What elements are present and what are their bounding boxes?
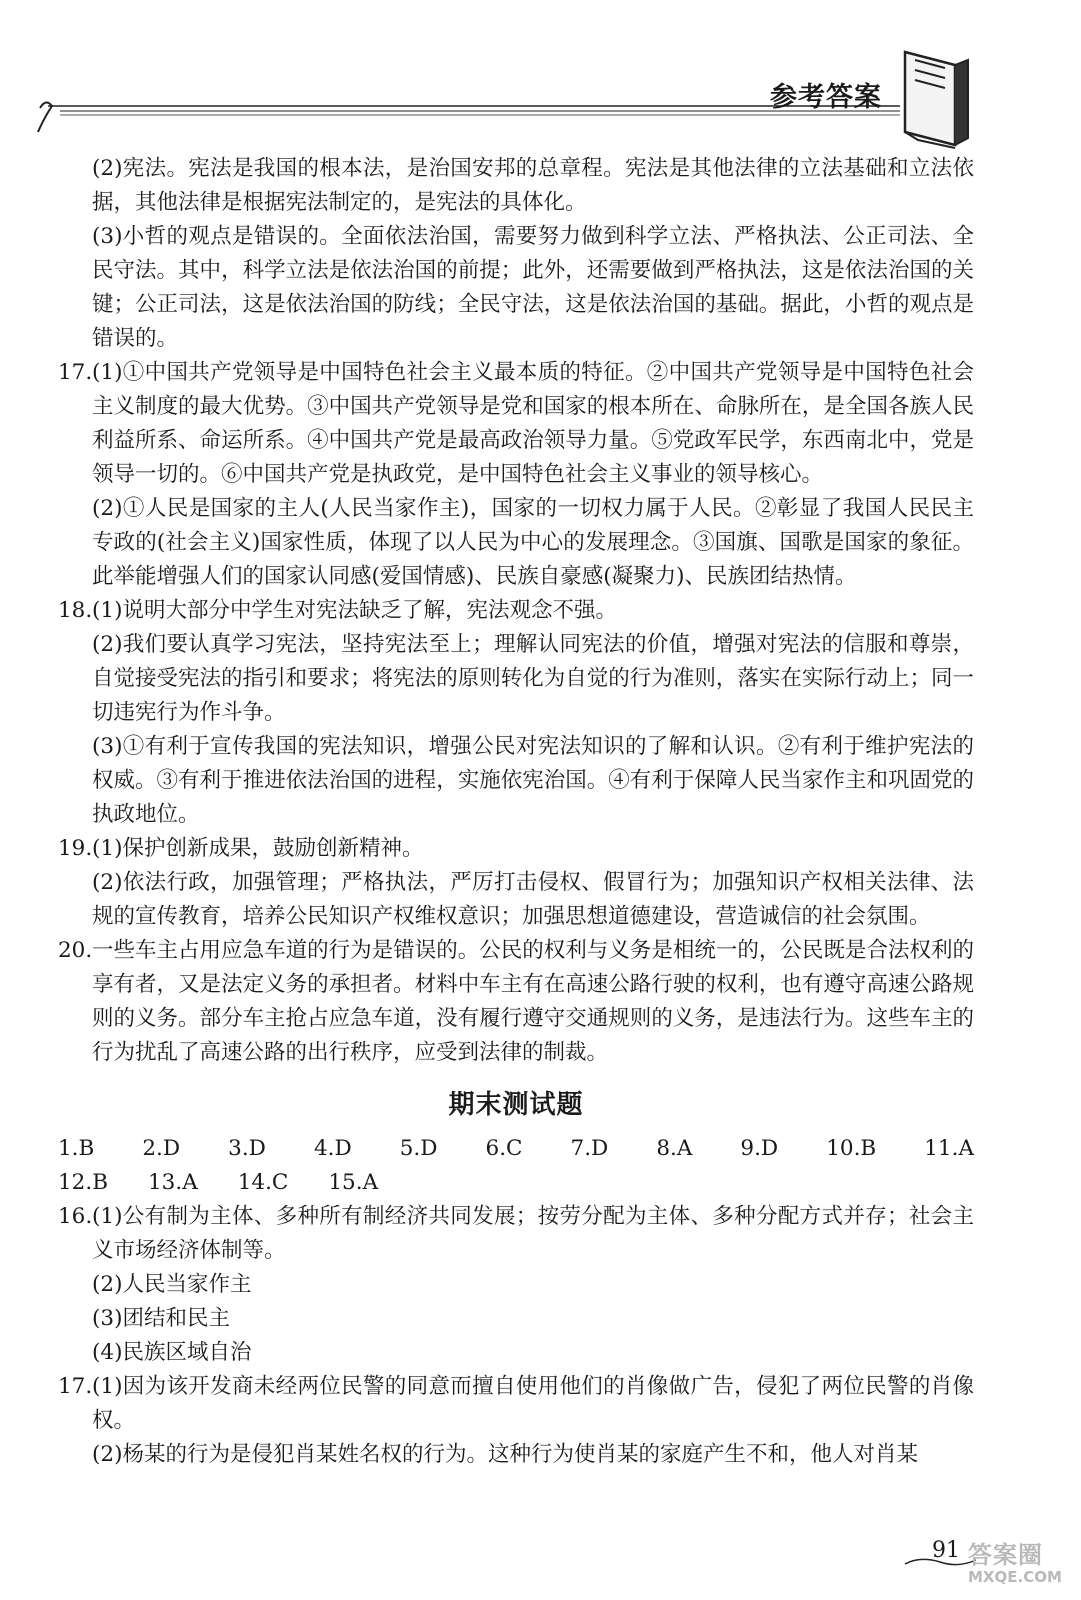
mc-answer: 2.D — [142, 1136, 181, 1161]
answer-paragraph: (3)团结和民主 — [92, 1306, 230, 1331]
question-number: 20. — [58, 938, 93, 963]
answer-paragraph: (1)公有制为主体、多种所有制经济共同发展；按劳分配为主体、多种分配方式并存；社会主义市场经济体制等。 — [92, 1204, 974, 1263]
answer-paragraph: (2)①人民是国家的主人(人民当家作主)，国家的一切权力属于人民。②彰显了我国人民民主专政的(社会主义)国家性质，体现了以人民为中心的发展理念。③国旗、国歌是国家的象征。此举能增强人们的国家认同感(爱国情感)、民族自豪感(凝聚力)、民族团结热情。 — [92, 496, 974, 589]
mc-answer: 11.A — [924, 1136, 974, 1161]
mc-answer: 10.B — [826, 1136, 877, 1161]
question-number: 16. — [58, 1204, 93, 1229]
question-17-final — [58, 1370, 974, 1472]
answer-paragraph: (1)①中国共产党领导是中国特色社会主义最本质的特征。②中国共产党领导是中国特色社会主义制度的最大优势。③中国共产党领导是党和国家的根本所在、命脉所在，是全国各族人民利益所系、命运所系。④中国共产党是最高政治领导力量。⑤党政军民学，东西南北中，党是领导一切的。⑥中国共产党是执政党，是中国特色社会主义事业的领导核心。 — [92, 360, 974, 487]
mc-answer: 13.A — [148, 1170, 198, 1195]
answer-paragraph: (2)我们要认真学习宪法，坚持宪法至上；理解认同宪法的价值，增强对宪法的信服和尊崇，自觉接受宪法的指引和要求；将宪法的原则转化为自觉的行为准则，落实在实际行动上；同一切违宪行为作斗争。 — [92, 632, 974, 725]
section-title: 期末测试题 — [448, 1090, 584, 1120]
question-number: 17. — [58, 1374, 93, 1399]
mc-answer: 14.C — [237, 1170, 289, 1195]
answer-paragraph: (2)依法行政，加强管理；严格执法，严厉打击侵权、假冒行为；加强知识产权相关法律、法规的宣传教育，培养公民知识产权维权意识；加强思想道德建设，营造诚信的社会氛围。 — [92, 870, 974, 929]
answer-paragraph: 一些车主占用应急车道的行为是错误的。公民的权利与义务是相统一的，公民既是合法权利的享有者，又是法定义务的承担者。材料中车主有在高速公路行驶的权利，也有遵守高速公路规则的义务。部分车主抢占应急车道，没有履行遵守交通规则的义务，是违法行为。这些车主的行为扰乱了高速公路的出行秩序，应受到法律的制裁。 — [92, 938, 974, 1065]
mc-answer: 5.D — [399, 1136, 438, 1161]
answer-paragraph: (3)小哲的观点是错误的。全面依法治国，需要努力做到科学立法、严格执法、公正司法、全民守法。其中，科学立法是依法治国的前提；此外，还需要做到严格执法，这是依法治国的关键；公正司法，这是依法治国的防线；全民守法，这是依法治国的基础。据此，小哲的观点是错误的。 — [92, 224, 974, 351]
answer-content — [58, 152, 974, 1472]
mc-answer: 1.B — [58, 1136, 95, 1161]
watermark-logo — [968, 1535, 1062, 1586]
mc-answer: 12.B — [58, 1170, 108, 1195]
watermark-url: MXQE.COM — [968, 1568, 1062, 1586]
book-icon — [905, 52, 968, 148]
multiple-choice-row — [58, 1132, 974, 1166]
header-decoration — [0, 40, 1081, 150]
mc-answer: 9.D — [740, 1136, 779, 1161]
multiple-choice-row — [58, 1166, 974, 1200]
answer-paragraph: (3)①有利于宣传我国的宪法知识，增强公民对宪法知识的了解和认识。②有利于维护宪法的权威。③有利于推进依法治国的进程，实施依宪治国。④有利于保障人民当家作主和巩固党的执政地位。 — [92, 734, 974, 827]
mc-answer: 3.D — [228, 1136, 266, 1161]
answer-paragraph: (2)人民当家作主 — [92, 1272, 252, 1297]
answer-paragraph: (1)说明大部分中学生对宪法缺乏了解，宪法观念不强。 — [92, 598, 617, 623]
question-18 — [58, 594, 974, 832]
question-number: 19. — [58, 836, 93, 861]
page-header — [0, 0, 1081, 150]
mc-answer: 8.A — [656, 1136, 693, 1161]
question-number: 18. — [58, 598, 93, 623]
question-16 — [58, 1200, 974, 1370]
mc-answer: 7.D — [570, 1136, 609, 1161]
question-17 — [58, 356, 974, 594]
watermark-text: 答案圈 — [968, 1541, 1043, 1569]
question-number: 17. — [58, 360, 93, 385]
answer-paragraph: (2)杨某的行为是侵犯肖某姓名权的行为。这种行为使肖某的家庭产生不和，他人对肖某 — [92, 1442, 918, 1467]
header-title: 参考答案 — [770, 82, 882, 113]
mc-answer: 4.D — [313, 1136, 352, 1161]
answer-paragraph: (4)民族区域自治 — [92, 1340, 252, 1365]
question-19 — [58, 832, 974, 934]
question-20 — [58, 934, 974, 1070]
mc-answer: 6.C — [485, 1136, 523, 1161]
mc-answer: 15.A — [328, 1170, 379, 1195]
answer-paragraph: (2)宪法。宪法是我国的根本法，是治国安邦的总章程。宪法是其他法律的立法基础和立法依据，其他法律是根据宪法制定的，是宪法的具体化。 — [92, 156, 974, 215]
answer-paragraph: (1)因为该开发商未经两位民警的同意而擅自使用他们的肖像做广告，侵犯了两位民警的肖像权。 — [92, 1374, 974, 1433]
answer-paragraph: (1)保护创新成果，鼓励创新精神。 — [92, 836, 424, 861]
page-number: 91 — [932, 1538, 960, 1563]
